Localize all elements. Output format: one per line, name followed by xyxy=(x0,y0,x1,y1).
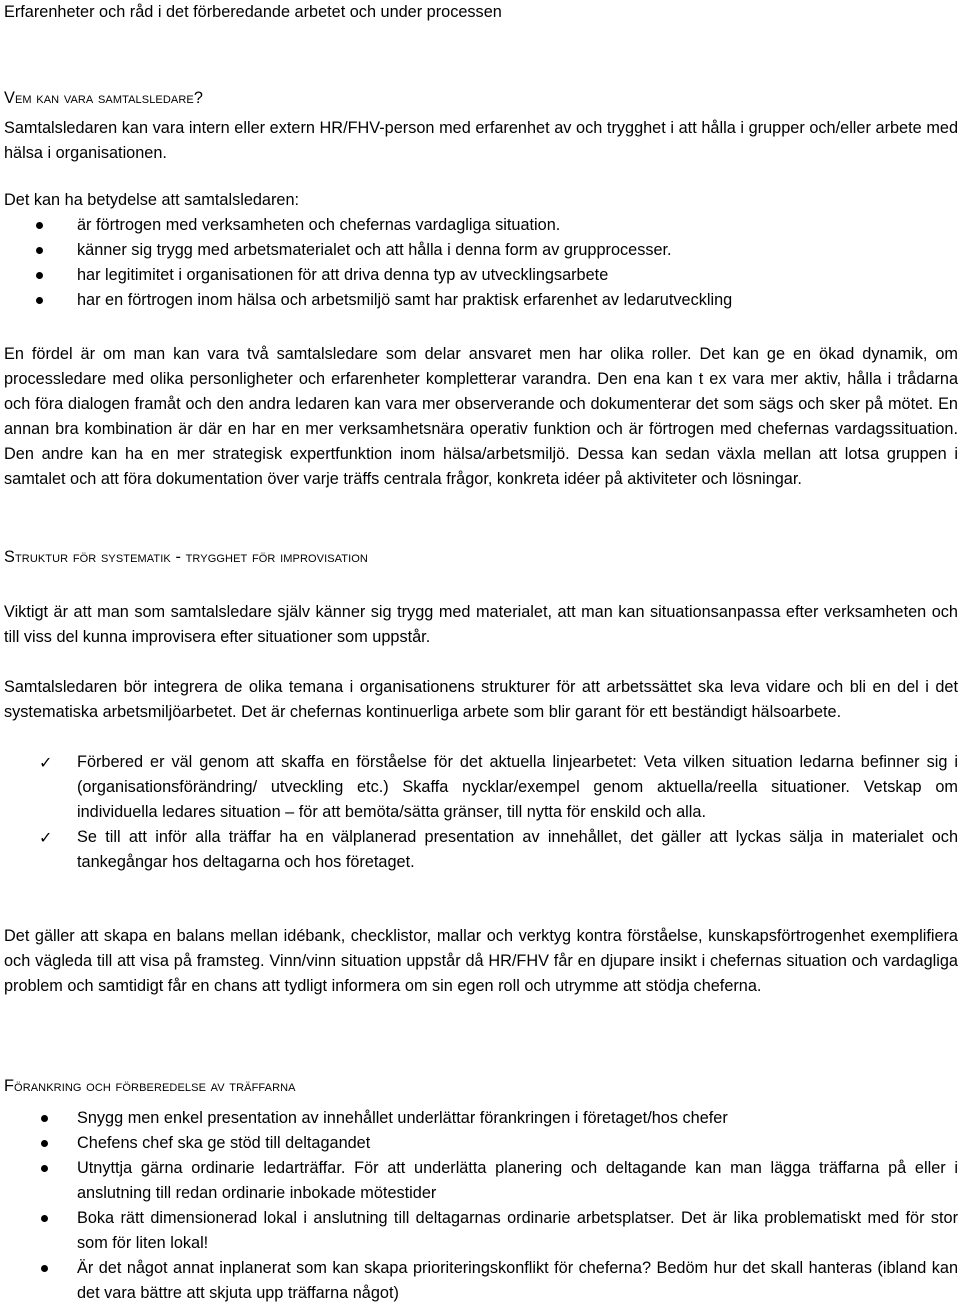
list-item: Är det något annat inplanerat som kan skapa prioriteringskonflikt för cheferna? Bedöm hur det skall hanteras (ibland kan det vara bättre att skjuta upp träffarna något) xyxy=(4,1256,958,1306)
list-item: har legitimitet i organisationen för att driva denna typ av utvecklingsarbete xyxy=(4,263,958,288)
list-item xyxy=(4,750,958,825)
list-item: känner sig trygg med arbetsmaterialet och att hålla i denna form av grupprocesser. xyxy=(4,238,958,263)
checkmark-icon: ✓ xyxy=(39,828,53,847)
section1-paragraph: En fördel är om man kan vara två samtalsledare som delar ansvaret men har olika roller. Det kan ge en ökad dynamik, om processledare med olika personligheter och erfarenheter kompletterar varandra. Den ena kan t ex vara mer aktiv, hålla i trådarna och föra dialogen framåt och den andra ledaren kan vara mer observerande och dokumenterar det som sägs och sker på mötet. En annan bra kombination är där en har en mer verksamhetsnära operativ funktion och är förtrogen med chefernas vardagssituation. Den andre kan ha en mer strategisk expertfunktion inom hälsa/arbetsmiljö. Dessa kan sedan växla mellan att lotsa gruppen i samtalet och att föra dokumentation över varje träffs centrala frågor, konkreta idéer på aktiviteter och lösningar. xyxy=(4,345,958,488)
list-item: har en förtrogen inom hälsa och arbetsmiljö samt har praktisk erfarenhet av ledarutveckling xyxy=(4,288,958,313)
section3-bullet-list xyxy=(4,1106,958,1306)
list-item xyxy=(4,825,958,875)
section2-paragraph-3: Det gäller att skapa en balans mellan idébank, checklistor, mallar och verktyg kontra förståelse, kunskapsförtrogenhet exemplifiera och vägleda till att visa på framsteg. Vinn/vinn situation uppstår då HR/FHV får en djupare insikt i chefernas situation och vardagliga problem och samtidigt får en chans att tydligt informera om sin egen roll och utrymme att stödja cheferna. xyxy=(4,927,958,995)
list-item: Boka rätt dimensionerad lokal i anslutning till deltagarnas ordinarie arbetsplatser. Det är lika problematiskt med för stor som för liten lokal! xyxy=(4,1206,958,1256)
list-item: är förtrogen med verksamheten och chefernas vardagliga situation. xyxy=(4,213,958,238)
section2-check-list xyxy=(4,750,958,875)
section2-paragraph-1: Viktigt är att man som samtalsledare själv känner sig trygg med materialet, att man kan situationsanpassa efter verksamheten och till viss del kunna improvisera efter situationer som uppstår. xyxy=(4,603,958,646)
section2-paragraph-2: Samtalsledaren bör integrera de olika temana i organisationens strukturer för att arbetssättet ska leva vidare och bli en del i det systematiska arbetsmiljöarbetet. Det är chefernas kontinuerliga arbete som blir garant för ett beständigt hälsoarbete. xyxy=(4,678,958,721)
section1-intro: Samtalsledaren kan vara intern eller extern HR/FHV-person med erfarenhet av och trygghet i att hålla i grupper och/eller arbete med hälsa i organisationen. xyxy=(4,119,958,162)
section1-list-lead: Det kan ha betydelse att samtalsledaren: xyxy=(4,191,300,209)
list-item: Chefens chef ska ge stöd till deltagandet xyxy=(4,1131,958,1156)
section1-bullet-list xyxy=(4,213,958,313)
checkmark-icon: ✓ xyxy=(39,753,53,772)
section-heading-struktur: Struktur för systematik - trygghet för improvisation xyxy=(4,548,368,566)
document-title: Erfarenheter och råd i det förberedande arbetet och under processen xyxy=(4,3,502,21)
section-heading-samtalsledare: Vem kan vara samtalsledare? xyxy=(4,89,203,107)
check-item-text: Förbered er väl genom att skaffa en förståelse för det aktuella linjearbetet: Veta vilken situation ledarna befinner sig i (organisationsförändring/ utveckling etc.) Skaffa nycklar/exempel genom aktuella/reella situationer. Vetskap om individuella ledares situation – för att bemöta/sätta gränser, till nytta för enskild och alla. xyxy=(77,753,958,821)
section-heading-forankring: Förankring och förberedelse av träffarna xyxy=(4,1077,296,1095)
list-item: Snygg men enkel presentation av innehållet underlättar förankringen i företaget/hos chefer xyxy=(4,1106,958,1131)
list-item: Utnyttja gärna ordinarie ledarträffar. För att underlätta planering och deltagande kan man lägga träffarna på eller i anslutning till redan ordinarie inbokade mötestider xyxy=(4,1156,958,1206)
check-item-text: Se till att inför alla träffar ha en välplanerad presentation av innehållet, det gäller att lyckas sälja in materialet och tankegångar hos deltagarna och hos företaget. xyxy=(77,828,958,871)
